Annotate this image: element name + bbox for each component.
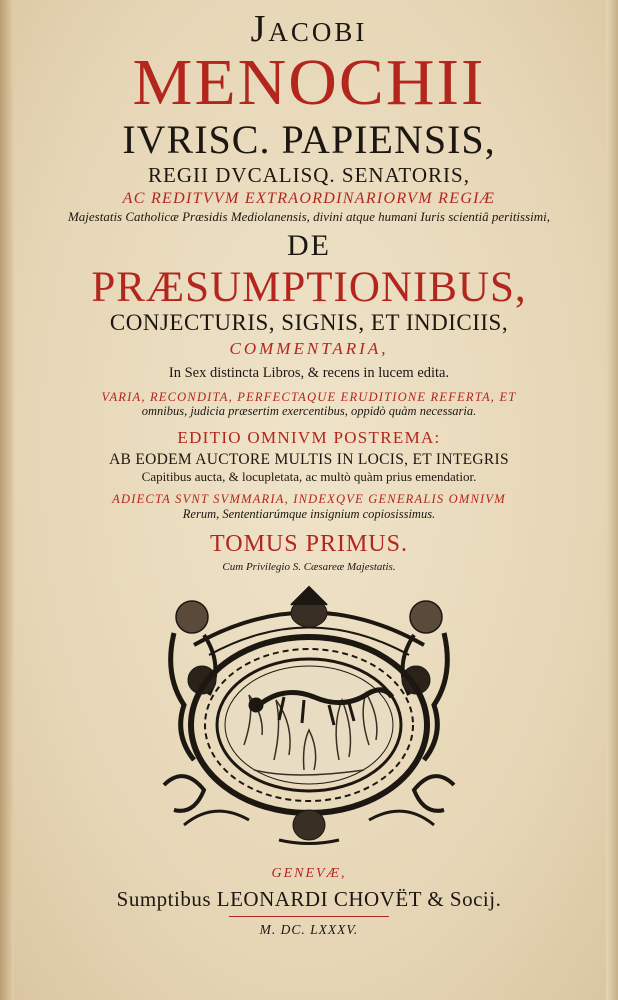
auctore-line-2: Capitibus aucta, & locupletata, ac multò quàm prius emendatior. (141, 469, 477, 484)
auctore-line-1: AB EODEM AUCTORE MULTIS IN LOCIS, ET INTEGRIS (109, 450, 509, 468)
privilege-note: Cum Privilegio S. Cæsareæ Majestatis. (222, 561, 396, 573)
varia-line-2: omnibus, judicia præsertim exercentibus, oppidò quàm necessaria. (141, 404, 477, 418)
main-title: PRÆSUMPTIONIBUS, (91, 264, 527, 311)
office-line-2: AC REDITVVM EXTRAORDINARIORVM REGIÆ (122, 190, 496, 207)
author-title: IVRISC. PAPIENSIS, (122, 117, 496, 162)
work-type: COMMENTARIA, (229, 339, 389, 358)
imprint-rule (229, 916, 389, 917)
adiecta-line-1: ADIECTA SVNT SVMMARIA, INDEXQVE GENERALIS OMNIVM (112, 492, 506, 506)
page-edge-shadow-right (606, 0, 618, 1000)
publication-year: M. DC. LXXXV. (259, 922, 359, 937)
office-line-3: Majestatis Catholicæ Præsidis Mediolanensis, divini atque humani Iuris scientiâ peritissimi, (67, 209, 551, 224)
subtitle: CONJECTURIS, SIGNIS, ET INDICIIS, (109, 310, 509, 335)
author-first-name: Jacobi (250, 8, 368, 50)
varia-line-1: VARIA, RECONDITA, PERFECTAQUE ERUDITIONE REFERTA, ET (101, 389, 517, 404)
title-preposition: DE (287, 229, 331, 262)
adiecta-line-2: Rerum, Sententiarúmque insignium copiosissimus. (182, 506, 436, 521)
page-edge-shadow-left (0, 0, 14, 1000)
books-note: In Sex distincta Libros, & recens in lucem edita. (168, 365, 450, 381)
volume-label: TOMUS PRIMUS. (210, 531, 408, 557)
publisher-line: Sumptibus LEONARDI CHOVËT & Socij. (116, 887, 502, 911)
printer-mark-woodcut (154, 585, 464, 847)
edition-statement: EDITIO OMNIVM POSTREMA: (177, 427, 441, 447)
office-line-1: REGII DVCALISQ. SENATORIS, (148, 163, 470, 187)
author-name: MENOCHII (132, 46, 486, 119)
place-of-publication: GENEVÆ, (271, 866, 347, 881)
